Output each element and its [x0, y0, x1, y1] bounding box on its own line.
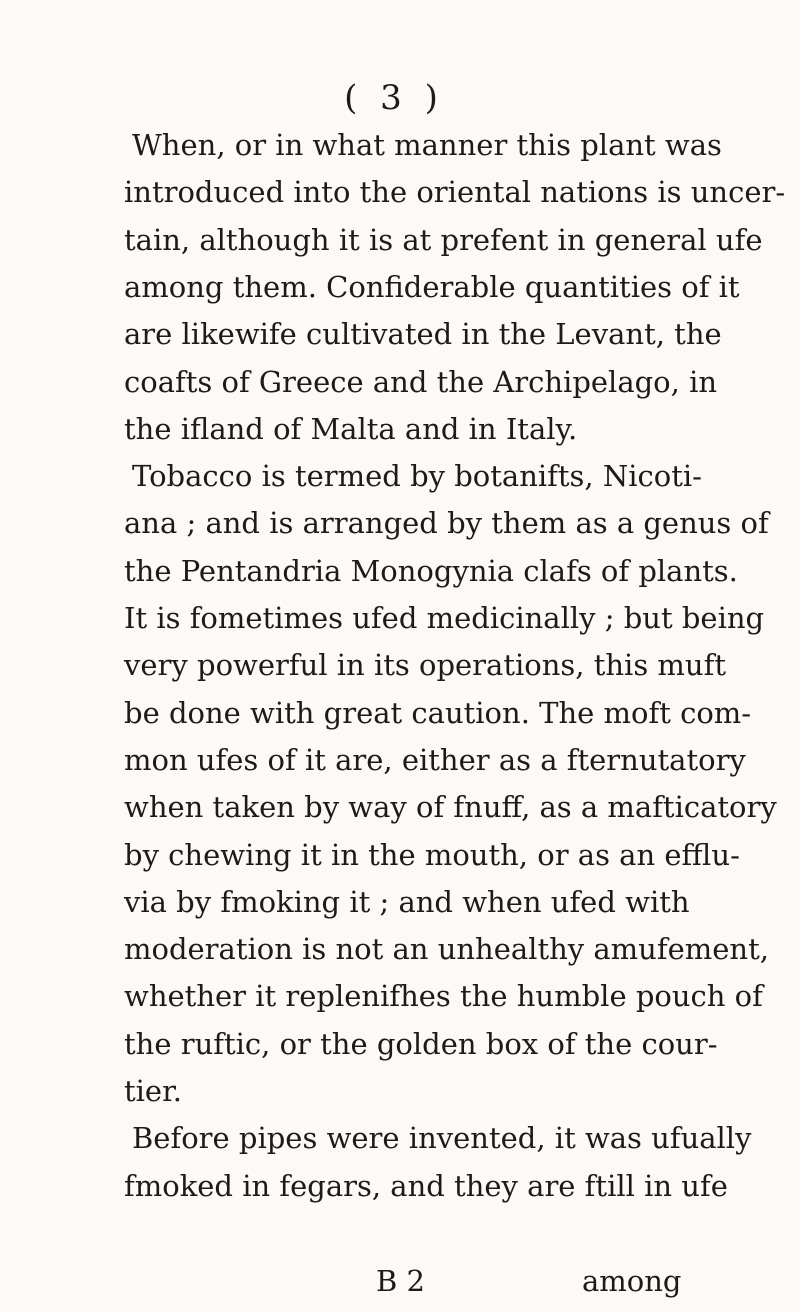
text-line: Tobacco is termed by botanifts, Nicoti- [132, 459, 702, 494]
text-line: very powerful in its operations, this muft [124, 648, 726, 683]
text-line: tain, although it is at prefent in general ufe [124, 222, 763, 257]
text-line: among them. Confiderable quantities of it [124, 269, 740, 304]
text-line: by chewing it in the mouth, or as an efflu- [124, 837, 740, 872]
text-line: the ruftic, or the golden box of the cour- [124, 1026, 718, 1061]
page-footer [0, 1258, 800, 1305]
text-line: the ifland of Malta and in Italy. [124, 411, 578, 446]
signature-mark: B 2 [376, 1264, 425, 1298]
text-line: when taken by way of fnuff, as a mafticatory [124, 790, 777, 825]
text-line: Before pipes were invented, it was ufually [132, 1121, 752, 1156]
text-line: tier. [124, 1074, 182, 1108]
text-line: the Pentandria Monogynia clafs of plants. [124, 553, 738, 588]
text-line: whether it replenifhes the humble pouch of [124, 979, 763, 1014]
text-line: be done with great caution. The moft com- [124, 695, 752, 730]
text-line: mon ufes of it are, either as a fternutatory [124, 742, 746, 777]
text-line: ana ; and is arranged by them as a genus of [124, 506, 769, 541]
text-line: moderation is not an unhealthy amufement, [124, 932, 769, 967]
page-number: ( 3 ) [344, 78, 444, 118]
text-line: are likewife cultivated in the Levant, the [124, 317, 722, 352]
text-line: It is fometimes ufed medicinally ; but being [124, 601, 765, 635]
text-line: introduced into the oriental nations is uncer- [124, 175, 786, 210]
text-line: When, or in what manner this plant was [132, 128, 722, 162]
catchword: among [582, 1264, 682, 1298]
text-line: coafts of Greece and the Archipelago, in [124, 364, 718, 399]
text-line: fmoked in fegars, and they are ftill in ufe [124, 1168, 728, 1203]
text-line: via by fmoking it ; and when ufed with [124, 884, 690, 919]
